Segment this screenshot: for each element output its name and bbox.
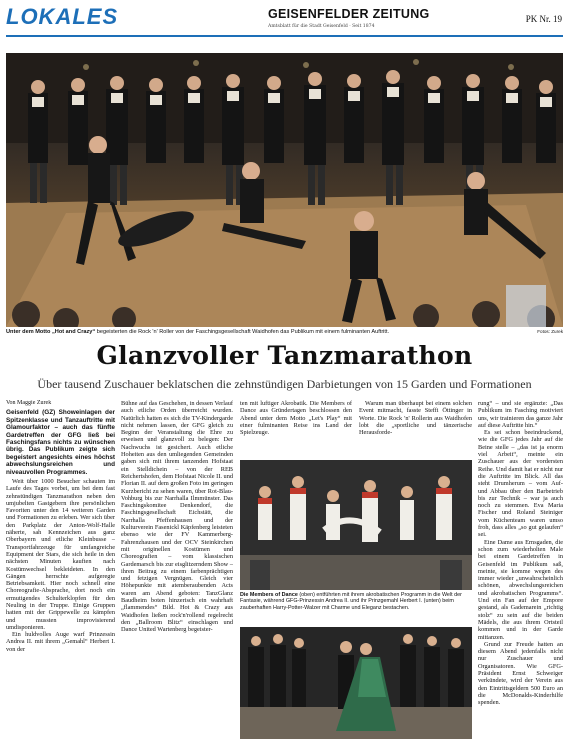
ballroom-waltz-illustration	[240, 627, 472, 739]
article-column-1	[6, 400, 115, 745]
page-number: PK Nr. 19	[525, 14, 562, 24]
main-photo	[6, 53, 563, 327]
paragraph: Ein huldvolles Auge warf Prinzessin Andrea II. mit ihrem „Gemahl“ Herbert I. von der	[6, 631, 115, 653]
members-of-dance-photo	[240, 460, 472, 590]
caption-lead: Die Members of Dance	[240, 592, 298, 598]
masthead-rule	[6, 35, 563, 37]
author: Von Maggie Zurek	[6, 400, 52, 406]
ballroom-waltz-photo	[240, 627, 472, 739]
main-photo-caption	[6, 329, 563, 335]
photo-credit: Fotos: Zurek	[537, 329, 563, 334]
article-column-4	[359, 400, 472, 458]
main-photo-illustration	[6, 53, 563, 327]
article-lead: Geisenfeld (GZ) Showeinlagen der Spitzenklasse und Tanzauftritte mit Glamourfaktor – auch das fünfte Gardetreffen der GFG ließ bei Faschingsfans nichts zu wünschen übrig. Das Publikum zeigte sich begeistert angesichts eines höchst abwechslungsreichen und niveauvollen Programmes.	[6, 409, 115, 476]
newspaper-name: GEISENFELDER ZEITUNG	[268, 7, 430, 21]
paragraph: Warum man überhaupt bei einem solchen Event mitmacht, fasste Steffi Öttinger in Worte. Die Rock 'n' Rollerin aus Waidhofen lobt die „sportliche und tänzerische Herausforde-	[359, 400, 472, 437]
paragraph: Es sei schon beeindruckend, wie die GFG jedes Jahr auf die Beine stelle – „das ist ja enorm viel Arbeit“, meinte ein Zuschauer aus der vordersten Reihe. Und damit hat er nicht nur die Auftritte im Blick. All das steht Drumherum – vom Auf- und Abbau über den Barbetrieb bis zur Technik – war ja auch noch zu stemmen. Eva Maria Fischer und Roland Steiniger vom Küchenteam waren umso froh, dass alles „so gut gelaufen“ sei.	[478, 429, 563, 539]
paragraph: Eine Dame aus Ernsgaden, die schon zum wiederholten Male bei einem Gardetreffen in Geisenfeld im Publikum saß, meinte, sie komme wegen des immer wieder „unwahrscheinlich schönen, abwechslungsreichen und akrobatischen Programms“. Und ein Fan auf der Empore gestand, als Gademarein „richtig stolz“ zu sein auf die beiden Mädels, die aus ihrem Ortsteil kommen und in der Garde mittanzen.	[478, 538, 563, 641]
paragraph: rung“ – und sie ergänzte: „Das Publikum im Fasching motiviert uns, wir trainieren das ganze Jahr auf diese Auftritte hin.“	[478, 400, 563, 429]
article-column-3	[240, 400, 352, 458]
article-column-5	[478, 400, 563, 745]
caption-text: begeisterten die Rock 'n' Roller von der Faschingsgesellschaft Waidhofen das Publikum mit einem fulminanten Auftritt.	[95, 329, 390, 335]
caption-text: (oben) entführten mit ihrem akrobatischen Programm in die Welt der Fantasie, während GFG-Prinzessin Andrea II. und ihr Prinzgemahl Herbert I. (unten) beim zauberhaften Harry-Potter-Walzer mit Charme und Eleganz bestachen.	[240, 592, 462, 611]
subheadline: Über tausend Zuschauer beklatschen die zehnstündigen Darbietungen von 15 Garden und Formationen	[37, 377, 532, 391]
article-column-2	[121, 400, 233, 745]
members-of-dance-illustration	[240, 460, 472, 590]
headline: Glanzvoller Tanzmarathon	[96, 341, 473, 370]
caption-lead: Unter dem Motto „Hot and Crazy“	[6, 329, 96, 335]
paragraph: Grund zur Freude hatten an diesem Abend jedenfalls nicht nur Zuschauer und Organisatoren. Wie GFG-Präsident Ernst Schweiger verkündete, wird der Verein aus den Eintrittsgeldern 500 Euro an die McDonalds-Kinderhilfe spenden.	[478, 640, 563, 707]
newspaper-subtitle: Amtsblatt für die Stadt Geisenfeld · Seit 1874	[268, 24, 375, 29]
paragraph: ten mit luftiger Akrobatik. Die Members of Dance aus Gründertagen beschlossen den Abend unter dem Motto „Let's Play“ mit einer fulminanten Reise ins Land der Spielzeuge.	[240, 400, 352, 437]
section-title: LOKALES	[6, 4, 119, 29]
members-of-dance-caption	[240, 592, 472, 611]
paragraph: Bühne auf das Geschehen, in dessen Verlauf auch etliche Orden überreicht wurden. Natürlich hatten es sich die TV-Kindergarde nicht nehmen lassen, der GFG gleich zu Beginn der Veranstaltung die Ehre zu erweisen und glanzvoll zu belegen: Der Nachwuchs ist gesichert. Auch etliche Hoheiten aus den umliegenden Gemeinden gaben sich mit ihrem tanzenden Hofstaat ein Stelldichein – von der REB Reichertshofen, dem Hofstaat Nicole II. und Florian II. auf dem großen Foto im geringen Kurzbericht zu sehen waren, über Rot-Blau-Vohburg bis zur Narrhalla Ilmmünster. Das Faschingskomitee Denkendorf, die Faschingsgesellschaft Eichstätt, die Narrhalla Pfeffenhausen und der Kulturverein Fasenickl Käpfenberg leisteten ebenso wie der FV Kammerberg-Fahrenzhausen und der OCV Steinkirchen mit originellen Kostümen und Choreografien – vom klassischen Gardemarsch bis zur eisglitzerndem Show – ihren Beitrag zu einem farbenprächtigen und fetzigen Vergnügen. Gleich vier Höhepunkte mit atemberaubenden Acts waren am Abend geboten: TanzGlanz Baudheim boten hinzerisch ein wahrhaft „flammendes“ Bild. Hot & Crazy aus Waidhofen ließen rock'n'rollend regelrecht den „Ballroom Blitz“ einschlagen und Dance United Wartenberg begeister-	[121, 400, 233, 634]
paragraph: Weit über 1000 Besucher schauten im Laufe des Tages vorbei, um bei dem fast zehnstündigen Tanzmarathon neben den umjubelten Gastgebern ihre persönlichen Favoriten unter den 14 weiteren Garden und Formationen zu erleben. Wer sich über den Parkplatz der Anton-Wolf-Halle näherte, sah Kennzeichen aus ganz Oberbayern und etliche Kleinbusse – Transportfahrzeuge für umfangreiche Equipment der Stars, die sich heile in den nächsten Minuten kauften nach Kostümwechsel bekleideten. In den Gängen herrschte aufgeregte Betriebsamkeit. Hier noch schnell eine Choreografie-Absprache, dort noch ein ermutigendes Schulterklopfen für den Neuling in der Truppe. Einige Gruppen hatten mit der Grippewelle zu kämpfen und mussten improvisierend umdisponieren.	[6, 477, 115, 631]
